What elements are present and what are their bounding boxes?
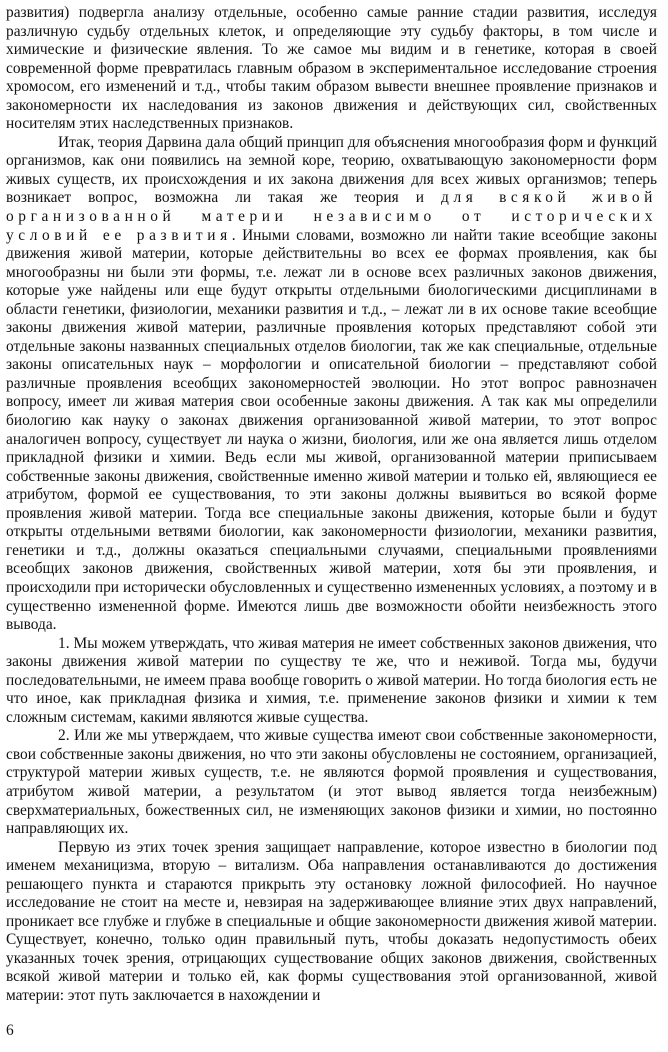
paragraph-text: 1. Мы можем утверждать, что живая материя не имеет собственных законов движения, что законы движения живой материи по существу те же, что и неживой. Тогда мы, будучи последовательными, не имеем права вообще говорить о живой материи. Но тогда биология есть не что иное, как прикладная физика и химия, т.е. применение законов физики и химии к тем сложным системам, какими являются живые существа. — [6, 634, 657, 726]
page-number: 6 — [6, 1022, 14, 1039]
paragraph-continuation — [6, 4, 657, 134]
paragraph-option-1 — [6, 635, 657, 728]
paragraph-text: Итак, теория Дарвина дала общий принцип для объяснения многообразия форм и функций организмов, как они появились на земной коре, теорию, охватывающую закономерности форм живых существ, их происхождения и их закона движения для всех живых организмов; теперь возникает вопрос, возможна ли такая же теория и — [6, 133, 657, 207]
paragraph-text: . Иными словами, возможно ли найти такие всеобщие законы движения живой материи, которые действительны во всех ее формах проявления, как бы многообразны ни были эти формы, т.е. лежат ли в основе всех различных законов движения, которые уже найдены или еще будут открыты отдельными биологическими дисциплинами в области генетики, физиологии, механики развития и т.д., – лежат ли в их основе такие всеобщие законы движения живой материи, различные проявления которых представляют собой эти отдельные законы названных специальных отделов биологии, так же как специальные, отдельные законы описательных наук – морфологии и описательной биологии – представляют собой различные проявления всеобщих закономерностей эволюции. Но этот вопрос равнозначен вопросу, имеет ли живая материя свои особенные законы движения. А так как мы определили биологию как науку о законах движения организованной живой материи, то этот вопрос аналогичен вопросу, существует ли наука о жизни, биология, или же она является лишь отделом прикладной физики и химии. Ведь если мы живой, организованной материи приписываем собственные законы движения, свойственные именно живой материи и только ей, являющиеся ее атрибутом, формой ее существования, то эти законы должны выявиться во всякой форме проявления живой материи. Тогда все специальные законы движения, которые были и будут открыты отдельными ветвями биологии, как закономерности физиологии, механики развития, генетики и т.д., должны оказаться специальными случаями, специальными проявлениями всеобщих законов движения, свойственных живой материи, хотя бы эти проявления, и происходили при исторически обусловленных и существенно измененных условиях, а поэтому и в существенно измененной форме. Имеются лишь две возможности обойти неизбежность этого вывода. — [6, 226, 657, 634]
paragraph-text: развития) подвергла анализу отдельные, особенно самые ранние стадии развития, исследуя различную судьбу отдельных клеток, и определяющие эту судьбу факторы, в том числе и химические и физические явления. То же самое мы видим и в генетике, которая в своей современной форме превратилась главным образом в экспериментальное исследование строения хромосом, его изменений и т.д., чтобы таким образом вывести внешнее проявление признаков и закономерности их наследования из законов движения и действующих сил, свойственных носителям этих наследственных признаков. — [6, 4, 657, 133]
paragraph-mechanism-vitalism — [6, 839, 657, 1006]
paragraph-option-2 — [6, 727, 657, 838]
emphasized-spaced-text: для всякой живой организованной материи независимо от исторических условий ее развития — [6, 189, 657, 244]
paragraph-text: Первую из этих точек зрения защищает направление, которое известно в биологии под именем механицизма, вторую – витализм. Оба направления останавливаются до достижения решающего пункта и стараются прикрыть эту остановку ложной философией. Но научное исследование не стоит на месте и, невзирая на задерживающее влияние этих двух направлений, проникает все глубже и глубже в специальные и общие закономерности движения живой материи. Существует, конечно, только один правильный путь, чтобы доказать недопустимость обеих указанных точек зрения, отрицающих существование общих законов движения, свойственных всякой живой материи и только ей, как формы существования этой организованной, живой материи: этот путь заключается в нахождении и — [6, 838, 657, 1004]
paragraph-text: 2. Или же мы утверждаем, что живые существа имеют свои собственные закономерности, свои собственные законы движения, но что эти законы обусловлены не состоянием, организацией, структурой материи живых существ, т.е. не являются формой проявления и существования, атрибутом живой материи, а результатом (и этот вывод является тогда неизбежным) сверхматериальных, божественных сил, не изменяющих законов физики и химии, но постоянно направляющих их. — [6, 727, 657, 838]
paragraph-darwin-theory — [6, 134, 657, 635]
